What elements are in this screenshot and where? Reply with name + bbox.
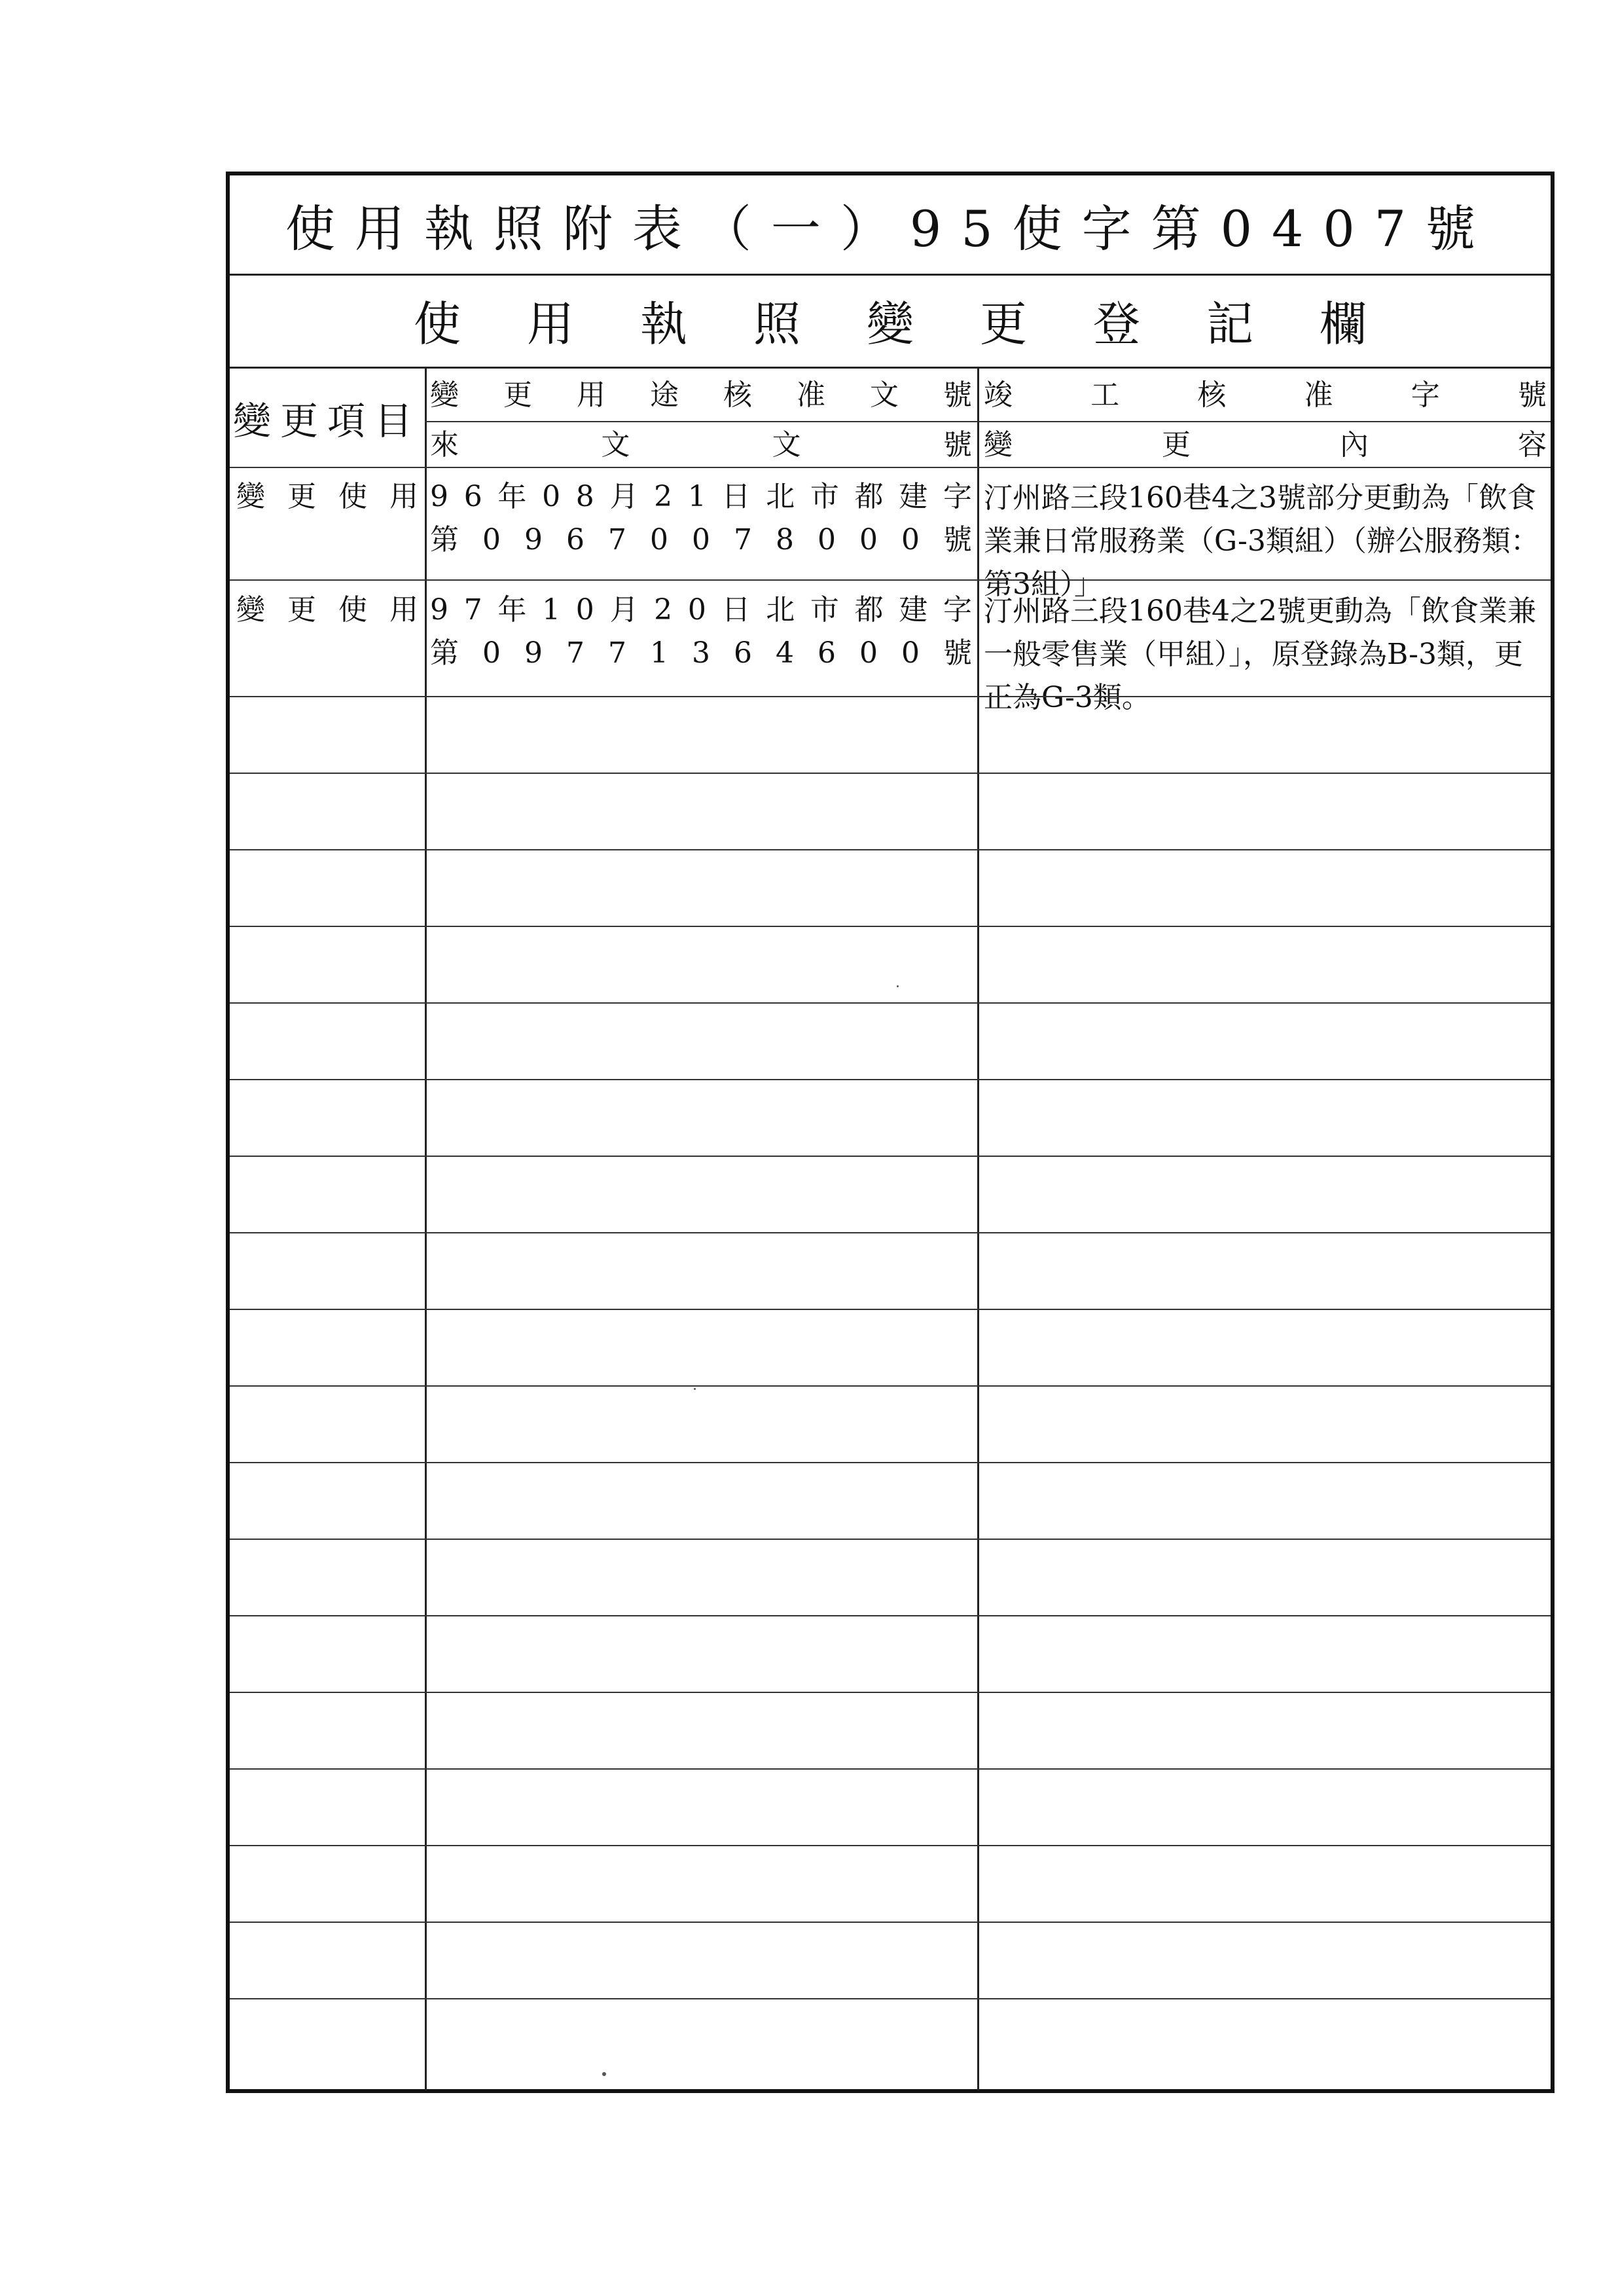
doc-char: 北 bbox=[766, 480, 795, 513]
row-divider bbox=[230, 1615, 1551, 1616]
doc-char: 第 bbox=[430, 523, 459, 556]
row-divider bbox=[230, 1462, 1551, 1463]
doc-char: 6 bbox=[566, 523, 584, 556]
doc-char: 0 bbox=[818, 523, 836, 556]
change-record-table bbox=[230, 369, 1551, 2090]
header-char: 文 bbox=[870, 378, 899, 412]
doc-char: 7 bbox=[463, 593, 482, 627]
row-divider bbox=[230, 926, 1551, 927]
scan-speck bbox=[897, 985, 899, 987]
row1-change-item bbox=[236, 477, 418, 517]
doc-char: 0 bbox=[542, 480, 561, 513]
row-divider bbox=[230, 1845, 1551, 1846]
section-title-char: 執 bbox=[639, 297, 687, 352]
header-sub-divider bbox=[425, 421, 1551, 422]
row-divider bbox=[230, 1692, 1551, 1693]
header-char: 更 bbox=[503, 378, 532, 412]
row-divider bbox=[230, 1768, 1551, 1770]
item-char: 用 bbox=[389, 480, 418, 513]
header-char: 准 bbox=[797, 378, 825, 412]
doc-char: 7 bbox=[566, 636, 584, 670]
item-char: 更 bbox=[287, 480, 316, 513]
header-char: 文 bbox=[601, 428, 630, 462]
row-divider bbox=[230, 1539, 1551, 1540]
section-title-char: 欄 bbox=[1319, 297, 1367, 352]
section-title-char: 記 bbox=[1206, 297, 1253, 352]
section-title-char: 更 bbox=[979, 297, 1027, 352]
item-char: 變 bbox=[236, 480, 265, 513]
column-divider bbox=[977, 369, 979, 2090]
doc-char: 6 bbox=[818, 636, 836, 670]
header-change-content bbox=[984, 425, 1547, 465]
header-char: 更 bbox=[1162, 428, 1191, 462]
doc-char: 日 bbox=[721, 480, 751, 513]
doc-char: 6 bbox=[734, 636, 752, 670]
row-divider bbox=[230, 773, 1551, 774]
row-divider bbox=[230, 1156, 1551, 1157]
section-title-char: 使 bbox=[413, 297, 461, 352]
header-incoming-doc-no bbox=[430, 425, 972, 465]
row1-change-content: 汀州路三段160巷4之3號部分更動為「飲食業兼日常服務業（G-3類組）（辦公服務類：第3組）」 bbox=[984, 481, 1539, 601]
row2-doc-date-line bbox=[430, 590, 972, 630]
doc-char: 市 bbox=[810, 593, 839, 627]
header-char: 途 bbox=[650, 378, 679, 412]
doc-char: 1 bbox=[650, 636, 668, 670]
doc-char: 4 bbox=[776, 636, 794, 670]
scan-speck bbox=[694, 1388, 696, 1390]
doc-char: 建 bbox=[899, 480, 928, 513]
header-char: 核 bbox=[1197, 378, 1227, 412]
header-approval-doc-no bbox=[430, 375, 972, 416]
doc-char: 年 bbox=[497, 480, 527, 513]
row-divider bbox=[230, 579, 1551, 581]
doc-char: 市 bbox=[810, 480, 839, 513]
doc-char: 0 bbox=[482, 636, 501, 670]
scan-speck bbox=[602, 2072, 606, 2076]
doc-char: 9 bbox=[430, 593, 448, 627]
item-char: 用 bbox=[389, 593, 418, 627]
doc-char: 月 bbox=[609, 593, 639, 627]
doc-char: 8 bbox=[776, 523, 794, 556]
row2-change-content: 汀州路三段160巷4之2號更動為「飲食業兼一般零售業（甲組）」，原登錄為B-3類，更正為G-3類。 bbox=[984, 594, 1536, 714]
doc-char: 建 bbox=[899, 593, 928, 627]
doc-char: 月 bbox=[609, 480, 639, 513]
doc-char: 0 bbox=[692, 523, 710, 556]
doc-char: 2 bbox=[654, 480, 673, 513]
doc-char: 7 bbox=[734, 523, 752, 556]
row-divider bbox=[230, 1002, 1551, 1004]
header-char: 號 bbox=[943, 428, 972, 462]
row-divider bbox=[230, 849, 1551, 850]
doc-char: 9 bbox=[524, 523, 543, 556]
doc-char: 北 bbox=[766, 593, 795, 627]
doc-char: 字 bbox=[943, 480, 972, 513]
document-title: 使用執照附表（一）95使字第0407號 bbox=[230, 175, 1551, 276]
item-char: 變 bbox=[236, 593, 265, 627]
header-char: 文 bbox=[772, 428, 801, 462]
header-char: 核 bbox=[723, 378, 752, 412]
header-char: 字 bbox=[1411, 378, 1440, 412]
header-completion-approval-no bbox=[984, 375, 1547, 416]
row-divider bbox=[230, 467, 1551, 468]
row-divider bbox=[230, 1079, 1551, 1080]
doc-char: 都 bbox=[854, 593, 884, 627]
doc-char: 字 bbox=[943, 593, 972, 627]
doc-char: 年 bbox=[497, 593, 527, 627]
header-char: 容 bbox=[1518, 428, 1547, 462]
header-char: 號 bbox=[943, 378, 972, 412]
row-divider bbox=[230, 696, 1551, 697]
row2-change-item bbox=[236, 590, 418, 630]
item-char: 更 bbox=[287, 593, 316, 627]
doc-char: 6 bbox=[463, 480, 482, 513]
doc-char: 0 bbox=[650, 523, 668, 556]
section-title-char: 照 bbox=[753, 297, 800, 352]
doc-char: 9 bbox=[430, 480, 448, 513]
column-divider bbox=[425, 369, 427, 2090]
doc-char: 號 bbox=[943, 523, 972, 556]
header-char: 變 bbox=[430, 378, 459, 412]
header-char: 變 bbox=[984, 428, 1013, 462]
doc-char: 第 bbox=[430, 636, 459, 670]
doc-char: 7 bbox=[608, 523, 626, 556]
doc-char: 都 bbox=[854, 480, 884, 513]
doc-char: 8 bbox=[575, 480, 594, 513]
header-char: 號 bbox=[1517, 378, 1547, 412]
section-title-char: 登 bbox=[1092, 297, 1140, 352]
doc-char: 2 bbox=[654, 593, 673, 627]
section-title bbox=[230, 274, 1551, 369]
doc-char: 號 bbox=[943, 636, 972, 670]
row1-doc-date-line bbox=[430, 477, 972, 517]
row-divider bbox=[230, 1922, 1551, 1923]
doc-char: 1 bbox=[687, 480, 706, 513]
header-char: 工 bbox=[1090, 378, 1120, 412]
doc-char: 0 bbox=[859, 636, 878, 670]
header-char: 用 bbox=[577, 378, 605, 412]
row2-doc-number-line bbox=[430, 633, 972, 674]
doc-char: 0 bbox=[901, 636, 920, 670]
doc-char: 0 bbox=[482, 523, 501, 556]
header-char: 內 bbox=[1340, 428, 1369, 462]
row-divider bbox=[230, 1309, 1551, 1310]
doc-char: 9 bbox=[524, 636, 543, 670]
doc-char: 0 bbox=[901, 523, 920, 556]
doc-char: 7 bbox=[608, 636, 626, 670]
header-char: 竣 bbox=[984, 378, 1013, 412]
header-change-item: 變更項目 bbox=[232, 399, 422, 443]
doc-char: 3 bbox=[692, 636, 710, 670]
doc-char: 0 bbox=[687, 593, 706, 627]
header-char: 准 bbox=[1304, 378, 1333, 412]
item-char: 使 bbox=[338, 593, 367, 627]
row-divider bbox=[230, 1232, 1551, 1233]
item-char: 使 bbox=[338, 480, 367, 513]
section-title-char: 用 bbox=[526, 297, 574, 352]
row-divider bbox=[230, 1385, 1551, 1387]
header-char: 來 bbox=[430, 428, 459, 462]
row-divider bbox=[230, 1998, 1551, 1999]
section-title-char: 變 bbox=[866, 297, 914, 352]
doc-char: 0 bbox=[575, 593, 594, 627]
row1-doc-number-line bbox=[430, 520, 972, 560]
doc-char: 0 bbox=[859, 523, 878, 556]
doc-char: 1 bbox=[542, 593, 561, 627]
doc-char: 日 bbox=[721, 593, 751, 627]
use-permit-form bbox=[226, 172, 1555, 2093]
